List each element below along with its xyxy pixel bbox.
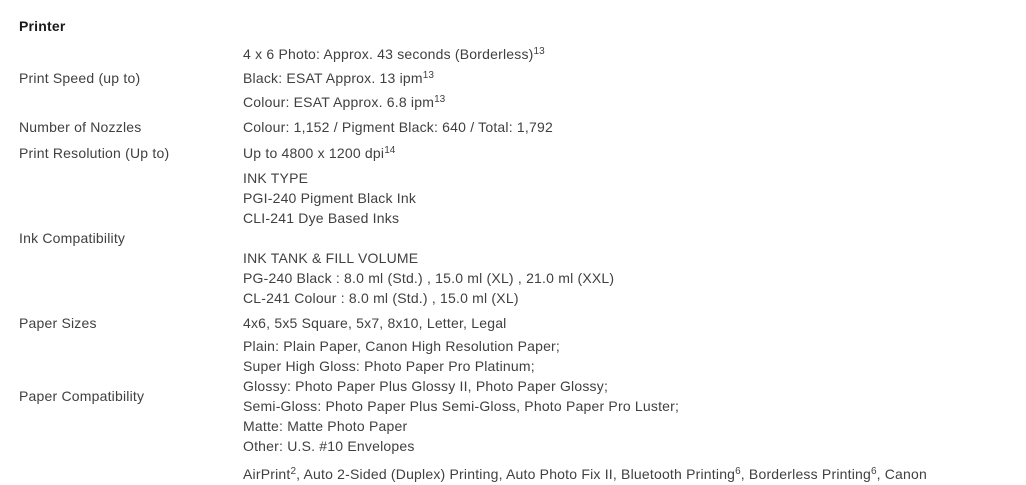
spec-line <box>243 90 1016 114</box>
spec-text: Up to 4800 x 1200 dpi <box>243 145 385 161</box>
spec-line <box>243 188 1016 208</box>
footnote-ref: 2 <box>290 466 297 477</box>
spec-value <box>243 336 1016 456</box>
spec-text: PGI-240 Pigment Black Ink <box>243 190 417 206</box>
spec-line <box>243 114 1016 140</box>
spec-row-print-resolution <box>19 140 1016 166</box>
spec-text: 4x6, 5x5 Square, 5x7, 8x10, Letter, Legal <box>243 315 507 331</box>
spec-text: CLI-241 Dye Based Inks <box>243 210 400 226</box>
spec-text: Matte: Matte Photo Paper <box>243 418 408 434</box>
footnote-ref: 13 <box>434 94 446 105</box>
footnote-ref: 13 <box>533 46 545 57</box>
spec-text: Semi-Gloss: Photo Paper Plus Semi-Gloss, Photo Paper Pro Luster; <box>243 398 680 414</box>
spec-row-paper-compatibility <box>19 336 1016 456</box>
spec-line <box>243 140 1016 166</box>
spec-text: Black: ESAT Approx. 13 ipm <box>243 70 423 86</box>
footnote-ref: 6 <box>871 466 877 477</box>
spec-line <box>243 464 1016 484</box>
spec-text: Colour: ESAT Approx. 6.8 ipm <box>243 94 435 110</box>
footnote-ref: 6 <box>735 466 741 477</box>
spec-row-print-speed <box>19 42 1016 114</box>
spec-row-paper-sizes <box>19 310 1016 336</box>
spec-line <box>243 208 1016 228</box>
spec-label: Print Speed (up to) <box>19 70 141 86</box>
spec-text: Other: U.S. #10 Envelopes <box>243 438 415 454</box>
spec-line <box>243 66 1016 90</box>
spec-table <box>19 42 1016 484</box>
spec-text: , Borderless Printing <box>740 466 871 482</box>
spec-line <box>243 356 1016 376</box>
spec-line <box>243 396 1016 416</box>
spec-row-number-of-nozzles <box>19 114 1016 140</box>
spec-line <box>243 376 1016 396</box>
spec-text: Super High Gloss: Photo Paper Pro Platinum; <box>243 358 535 374</box>
spec-text: Plain: Plain Paper, Canon High Resolution Paper; <box>243 338 561 354</box>
spec-text: Colour: 1,152 / Pigment Black: 640 / Total: 1,792 <box>243 119 553 135</box>
spec-line <box>243 310 1016 336</box>
spec-label: Paper Compatibility <box>19 388 145 404</box>
spec-text: 4 x 6 Photo: Approx. 43 seconds (Borderless) <box>243 46 534 62</box>
spec-text: AirPrint <box>243 466 291 482</box>
spec-row-ink-compatibility <box>19 166 1016 310</box>
spec-label: Ink Compatibility <box>19 230 126 246</box>
spec-label <box>19 464 243 484</box>
spec-line <box>243 436 1016 456</box>
spec-line <box>243 248 1016 268</box>
spec-line <box>243 336 1016 356</box>
spec-text: , Canon <box>876 466 927 482</box>
spec-line <box>243 268 1016 288</box>
spec-label: Paper Sizes <box>19 315 97 331</box>
spec-line <box>243 42 1016 66</box>
spec-value <box>243 42 1016 114</box>
spec-text: CL-241 Colour : 8.0 ml (Std.) , 15.0 ml (XL) <box>243 290 519 306</box>
spec-line <box>243 288 1016 308</box>
spec-line-blank <box>243 228 1016 248</box>
spec-value <box>243 114 1016 140</box>
spec-line <box>243 416 1016 436</box>
spec-value <box>243 310 1016 336</box>
spec-text: PG-240 Black : 8.0 ml (Std.) , 15.0 ml (XL) , 21.0 ml (XXL) <box>243 270 615 286</box>
spec-text: , Auto 2-Sided (Duplex) Printing, Auto Photo Fix II, Bluetooth Printing <box>296 466 736 482</box>
spec-label: Number of Nozzles <box>19 119 142 135</box>
spec-value <box>243 464 1016 484</box>
footnote-ref: 13 <box>422 70 434 81</box>
spec-value <box>243 168 1016 308</box>
spec-text: INK TANK & FILL VOLUME <box>243 250 419 266</box>
section-heading-printer: Printer <box>19 18 66 34</box>
spec-text: INK TYPE <box>243 170 309 186</box>
spec-row-features <box>19 456 1016 484</box>
spec-label: Print Resolution (Up to) <box>19 145 170 161</box>
footnote-ref: 14 <box>384 145 396 156</box>
spec-text: Glossy: Photo Paper Plus Glossy II, Photo Paper Glossy; <box>243 378 609 394</box>
spec-value <box>243 140 1016 166</box>
spec-line <box>243 168 1016 188</box>
